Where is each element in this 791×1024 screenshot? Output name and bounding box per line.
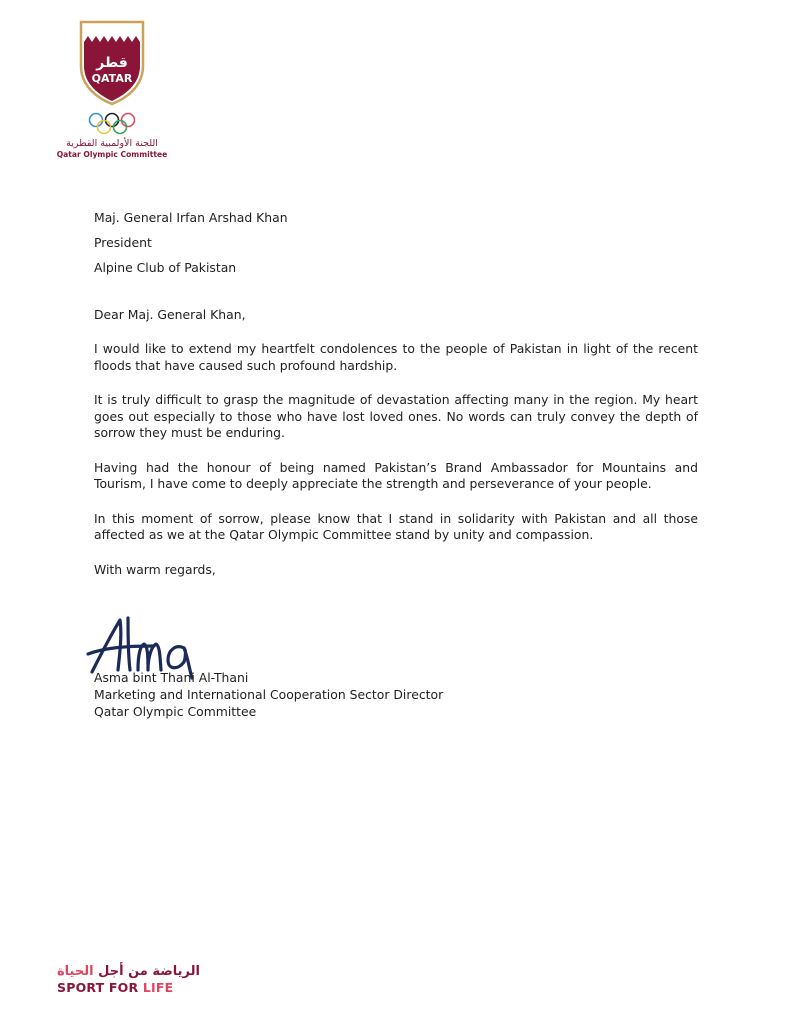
qatar-shield-icon (79, 20, 145, 106)
tagline-arabic-highlight: الحياة (57, 964, 94, 979)
paragraph: Having had the honour of being named Pakistan’s Brand Ambassador for Mountains and Tourism, I have come to deeply appreciate the strength and perseverance of your people. (94, 459, 698, 491)
tagline-english-highlight: LIFE (142, 980, 174, 995)
recipient-title: President (94, 235, 152, 250)
tagline-arabic-main: الرياضة من أجل (98, 964, 200, 979)
org-name-arabic: اللجنة الأولمبية القطرية (66, 138, 158, 149)
salutation: Dear Maj. General Khan, (94, 307, 246, 322)
olympic-rings-icon (87, 112, 137, 136)
org-name-english: Qatar Olympic Committee (56, 150, 168, 159)
qoc-logo (56, 20, 168, 160)
signer-name: Asma bint Thani Al-Thani (94, 670, 249, 685)
recipient-name: Maj. General Irfan Arshad Khan (94, 210, 288, 225)
paragraph: I would like to extend my heartfelt condolences to the people of Pakistan in light of the recent floods that have caused such profound hardship. (94, 341, 698, 373)
paragraph: It is truly difficult to grasp the magnitude of devastation affecting many in the region. My heart goes out especially to those who have lost loved ones. No words can truly convey the depth of sorrow they must be enduring. (94, 392, 698, 440)
closing: With warm regards, (94, 561, 216, 577)
recipient-block (94, 210, 698, 285)
tagline-english-main: SPORT FOR (57, 980, 143, 995)
tagline-arabic (57, 964, 200, 980)
signature-block (94, 669, 443, 720)
shield-qatar-text: QATAR (91, 72, 133, 85)
tagline-english (57, 980, 200, 996)
recipient-organization: Alpine Club of Pakistan (94, 260, 237, 275)
footer-tagline (57, 964, 200, 996)
shield-arabic-text: قطر (96, 55, 128, 71)
letter-body (94, 210, 698, 578)
signer-position: Marketing and International Cooperation Sector Director (94, 687, 444, 702)
paragraph: In this moment of sorrow, please know that I stand in solidarity with Pakistan and all those affected as we at the Qatar Olympic Committee stand by unity and compassion. (94, 510, 698, 542)
signer-organization: Qatar Olympic Committee (94, 704, 257, 719)
